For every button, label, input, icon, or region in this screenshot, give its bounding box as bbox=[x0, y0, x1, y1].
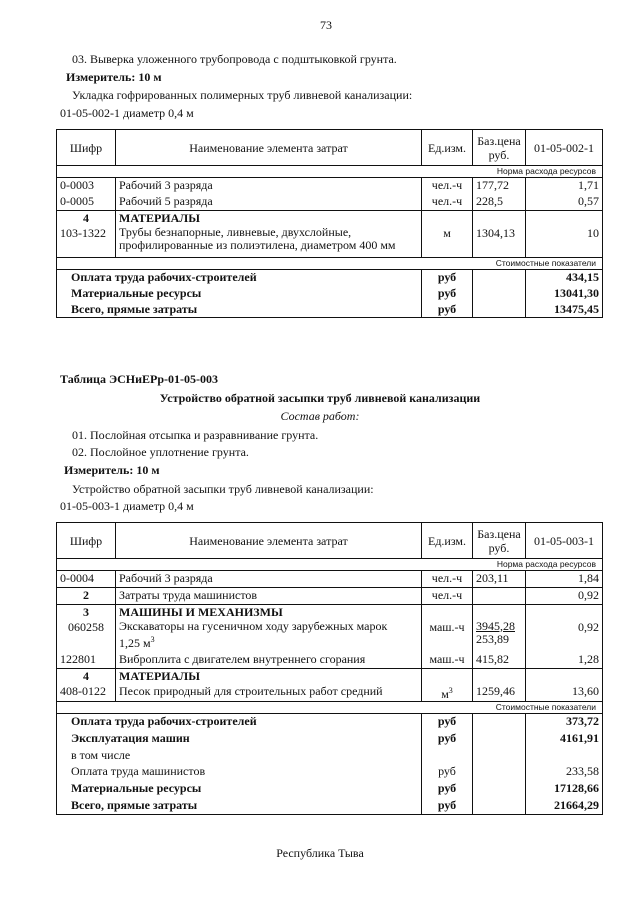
cost-table-1 bbox=[56, 129, 603, 318]
norm-label: Норма расхода ресурсов bbox=[57, 559, 603, 571]
section-header: 3 МАШИНЫ И МЕХАНИЗМЫ bbox=[57, 605, 603, 620]
total-row: Всего, прямые затраты руб 21664,29 bbox=[57, 798, 603, 815]
header-name: Наименование элемента затрат bbox=[116, 130, 422, 166]
section-description: Укладка гофрированных полимерных труб ливневой канализации: bbox=[72, 88, 413, 102]
total-row: Оплата труда рабочих-строителей руб 373,72 bbox=[57, 714, 603, 731]
table-row: 0-0005 Рабочий 5 разряда чел.-ч 228,5 0,57 bbox=[57, 194, 603, 211]
total-row: Оплата труда машинистов руб 233,58 bbox=[57, 764, 603, 781]
table-row: 060258 Экскаваторы на гусеничном ходу зарубежных марок 1,25 $м^3$ маш.-ч 3945,28 253,89 0,92 bbox=[57, 620, 603, 652]
table-row: 408-0122 Песок природный для строительных работ средний $м^3$ 1259,46 13,60 bbox=[57, 684, 603, 702]
section-description: Устройство обратной засыпки труб ливневой канализации: bbox=[72, 482, 374, 496]
header-price: Баз.цена руб. bbox=[473, 523, 526, 559]
rate-code-line: 01-05-003-1 диаметр 0,4 м bbox=[60, 499, 194, 513]
total-row: Материальные ресурсы руб 17128,66 bbox=[57, 781, 603, 798]
section-header: 4 МАТЕРИАЛЫ bbox=[57, 211, 603, 226]
total-row: Всего, прямые затраты руб 13475,45 bbox=[57, 302, 603, 318]
rate-code-line: 01-05-002-1 диаметр 0,4 м bbox=[60, 106, 194, 120]
table-row: 0-0004 Рабочий 3 разряда чел.-ч 203,11 1,84 bbox=[57, 571, 603, 588]
header-code: Шифр bbox=[57, 523, 116, 559]
meter-label: Измеритель: 10 м bbox=[64, 463, 160, 477]
footer-region: Республика Тыва bbox=[276, 846, 364, 860]
cost-label: Стоимостные показатели bbox=[57, 702, 603, 714]
table-row: 103-1322 Трубы безнапорные, ливневые, двухслойные, профилированные из полиэтилена, диаметром 400 мм м 1304,13 10 bbox=[57, 226, 603, 258]
table-title: Таблица ЭСНиЕРр-01-05-003 bbox=[60, 372, 219, 386]
header-unit: Ед.изм. bbox=[422, 523, 473, 559]
total-row: Эксплуатация машин руб 4161,91 bbox=[57, 731, 603, 748]
norm-label: Норма расхода ресурсов bbox=[57, 166, 603, 178]
header-name: Наименование элемента затрат bbox=[116, 523, 422, 559]
header-unit: Ед.изм. bbox=[422, 130, 473, 166]
section-header: 4 МАТЕРИАЛЫ bbox=[57, 669, 603, 684]
page-number: 73 bbox=[320, 18, 332, 32]
header-rate-code: 01-05-002-1 bbox=[526, 130, 603, 166]
cost-label: Стоимостные показатели bbox=[57, 258, 603, 270]
table-row: 0-0003 Рабочий 3 разряда чел.-ч 177,72 1,71 bbox=[57, 178, 603, 194]
table-row: 122801 Виброплита с двигателем внутреннего сгорания маш.-ч 415,82 1,28 bbox=[57, 652, 603, 669]
header-code: Шифр bbox=[57, 130, 116, 166]
section-heading: Устройство обратной засыпки труб ливневой канализации bbox=[159, 391, 481, 405]
work-step-1: 01. Послойная отсыпка и разравнивание грунта. bbox=[72, 428, 319, 442]
total-row: Оплата труда рабочих-строителей руб 434,15 bbox=[57, 270, 603, 286]
total-row: в том числе bbox=[57, 748, 603, 764]
header-price: Баз.цена руб. bbox=[473, 130, 526, 166]
table-row: 2 Затраты труда машинистов чел.-ч 0,92 bbox=[57, 588, 603, 605]
header-rate-code: 01-05-003-1 bbox=[526, 523, 603, 559]
meter-label: Измеритель: 10 м bbox=[66, 70, 162, 84]
work-step-3: 03. Выверка уложенного трубопровода с подштыковкой грунта. bbox=[72, 52, 397, 66]
composition-label: Состав работ: bbox=[280, 409, 360, 423]
cost-table-2 bbox=[56, 522, 603, 815]
total-row: Материальные ресурсы руб 13041,30 bbox=[57, 286, 603, 302]
work-step-2: 02. Послойное уплотнение грунта. bbox=[72, 445, 249, 459]
